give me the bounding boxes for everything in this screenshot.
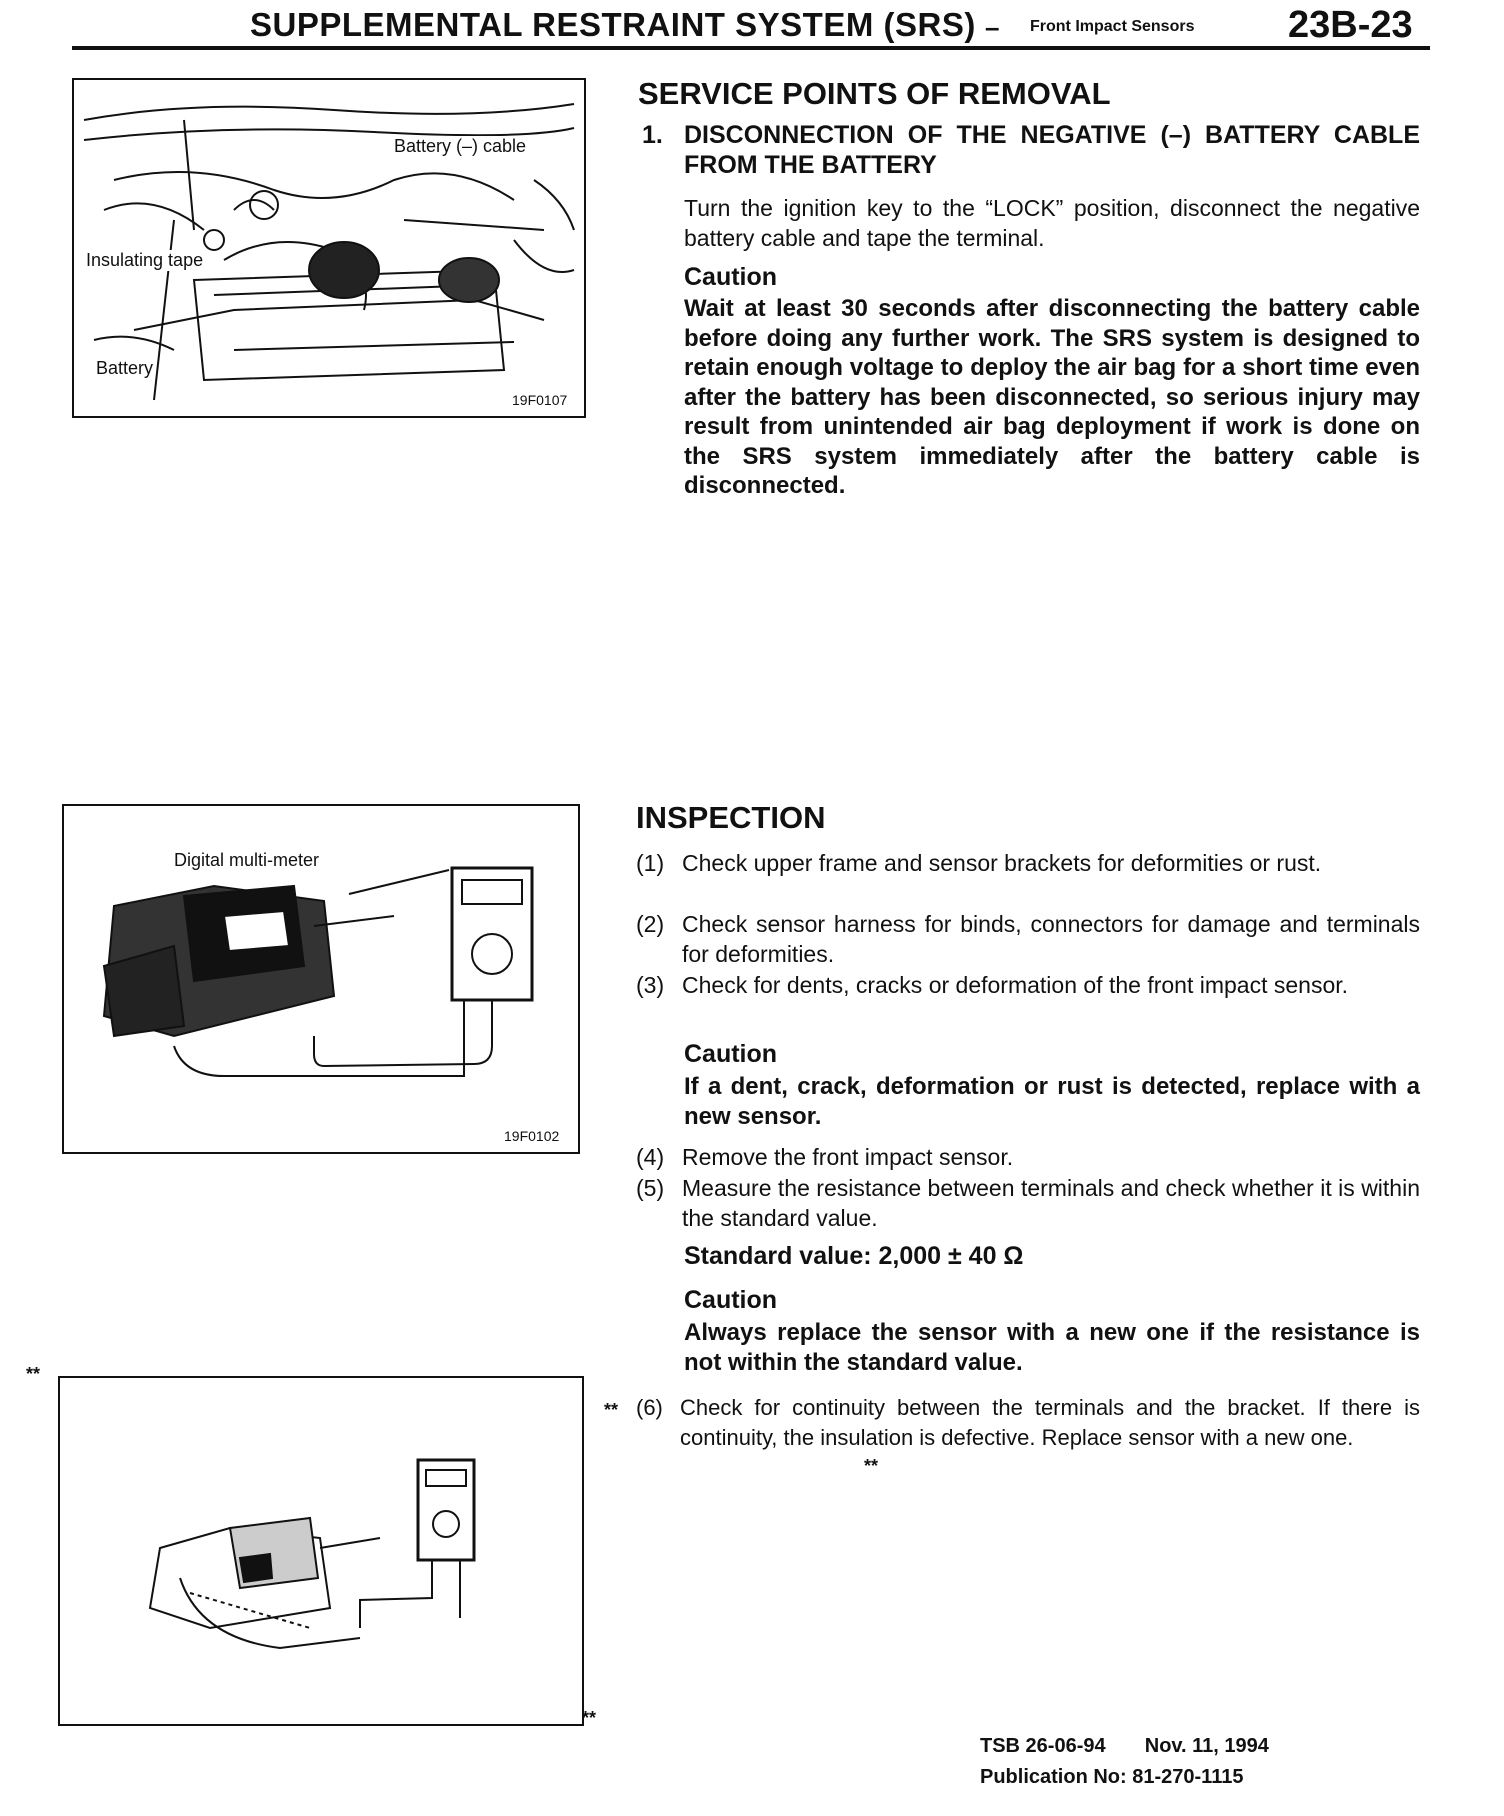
caution-label: Caution bbox=[684, 1040, 778, 1068]
item-text: Check for dents, cracks or deformation of the front impact sensor. bbox=[682, 972, 1349, 998]
header-rule bbox=[72, 46, 1430, 50]
section-heading-inspection: INSPECTION bbox=[636, 800, 826, 835]
item-number: (2) bbox=[636, 911, 665, 937]
item-text: Measure the resistance between terminals and check whether it is within the standard value. bbox=[682, 1175, 1420, 1231]
tsb-number: TSB 26-06-94 bbox=[980, 1735, 1106, 1757]
callout-digital-multimeter: Digital multi-meter bbox=[174, 850, 320, 870]
page-header-title: SUPPLEMENTAL RESTRAINT SYSTEM (SRS) bbox=[250, 6, 976, 43]
item-number: (3) bbox=[636, 972, 665, 998]
caution-text: Wait at least 30 seconds after disconnecting the battery cable before doing any further work. The SRS system is designed to retain enough voltage to deploy the air bag for a short time even after the battery has been disconnected, so serious injury may result from unintended air bag deployment if work is done on the SRS system immediately after the battery cable is disconnected. bbox=[684, 295, 1420, 499]
continuity-illustration bbox=[60, 1378, 582, 1724]
revision-marker: ** bbox=[864, 1456, 879, 1476]
item-text: Check sensor harness for binds, connectors for damage and terminals for deformities. bbox=[682, 911, 1420, 967]
item-number: (6) bbox=[636, 1395, 663, 1420]
caution-label: Caution bbox=[684, 263, 778, 291]
revision-marker: ** bbox=[26, 1364, 41, 1384]
caution-text: If a dent, crack, deformation or rust is detected, replace with a new sensor. bbox=[684, 1073, 1420, 1130]
item-text: Check for continuity between the terminals and the bracket. If there is continuity, the insulation is defective. Replace sensor with a new one. bbox=[680, 1395, 1420, 1450]
figure-battery-cable bbox=[72, 78, 586, 418]
item-text: Remove the front impact sensor. bbox=[682, 1144, 1014, 1170]
header-dash: – bbox=[985, 12, 1000, 42]
footer-publication bbox=[980, 1766, 1243, 1789]
figure-multimeter-test bbox=[62, 804, 580, 1154]
step-title: DISCONNECTION OF THE NEGATIVE (–) BATTERY CABLE FROM THE BATTERY bbox=[684, 121, 1420, 179]
section-heading-removal: SERVICE POINTS OF REMOVAL bbox=[638, 76, 1111, 111]
publication-label: Publication No: bbox=[980, 1766, 1127, 1788]
page-header-subtitle: Front Impact Sensors bbox=[1030, 18, 1195, 35]
step-number: 1. bbox=[642, 121, 663, 149]
caution-label: Caution bbox=[684, 1286, 778, 1314]
revision-marker: ** bbox=[604, 1400, 619, 1420]
revision-marker: ** bbox=[582, 1708, 597, 1728]
callout-insulating-tape: Insulating tape bbox=[86, 250, 204, 270]
tsb-date: Nov. 11, 1994 bbox=[1144, 1735, 1269, 1757]
figure-continuity-test bbox=[58, 1376, 584, 1726]
figure-id: 19F0107 bbox=[512, 392, 568, 408]
standard-value: Standard value: 2,000 ± 40 Ω bbox=[684, 1242, 1024, 1270]
removal-body-text: Turn the ignition key to the “LOCK” position, disconnect the negative battery cable and tape the terminal. bbox=[684, 195, 1420, 251]
item-number: (5) bbox=[636, 1175, 665, 1201]
caution-text: Always replace the sensor with a new one if the resistance is not within the standard value. bbox=[684, 1319, 1420, 1376]
callout-battery-cable: Battery (–) cable bbox=[394, 136, 527, 156]
footer-tsb bbox=[980, 1735, 1269, 1758]
page-number: 23B-23 bbox=[1288, 4, 1413, 46]
callout-battery: Battery bbox=[96, 358, 154, 378]
item-number: (1) bbox=[636, 850, 665, 876]
figure-id: 19F0102 bbox=[504, 1128, 560, 1144]
publication-number: 81-270-1115 bbox=[1132, 1766, 1244, 1788]
item-text: Check upper frame and sensor brackets for deformities or rust. bbox=[682, 850, 1322, 876]
item-number: (4) bbox=[636, 1144, 665, 1170]
